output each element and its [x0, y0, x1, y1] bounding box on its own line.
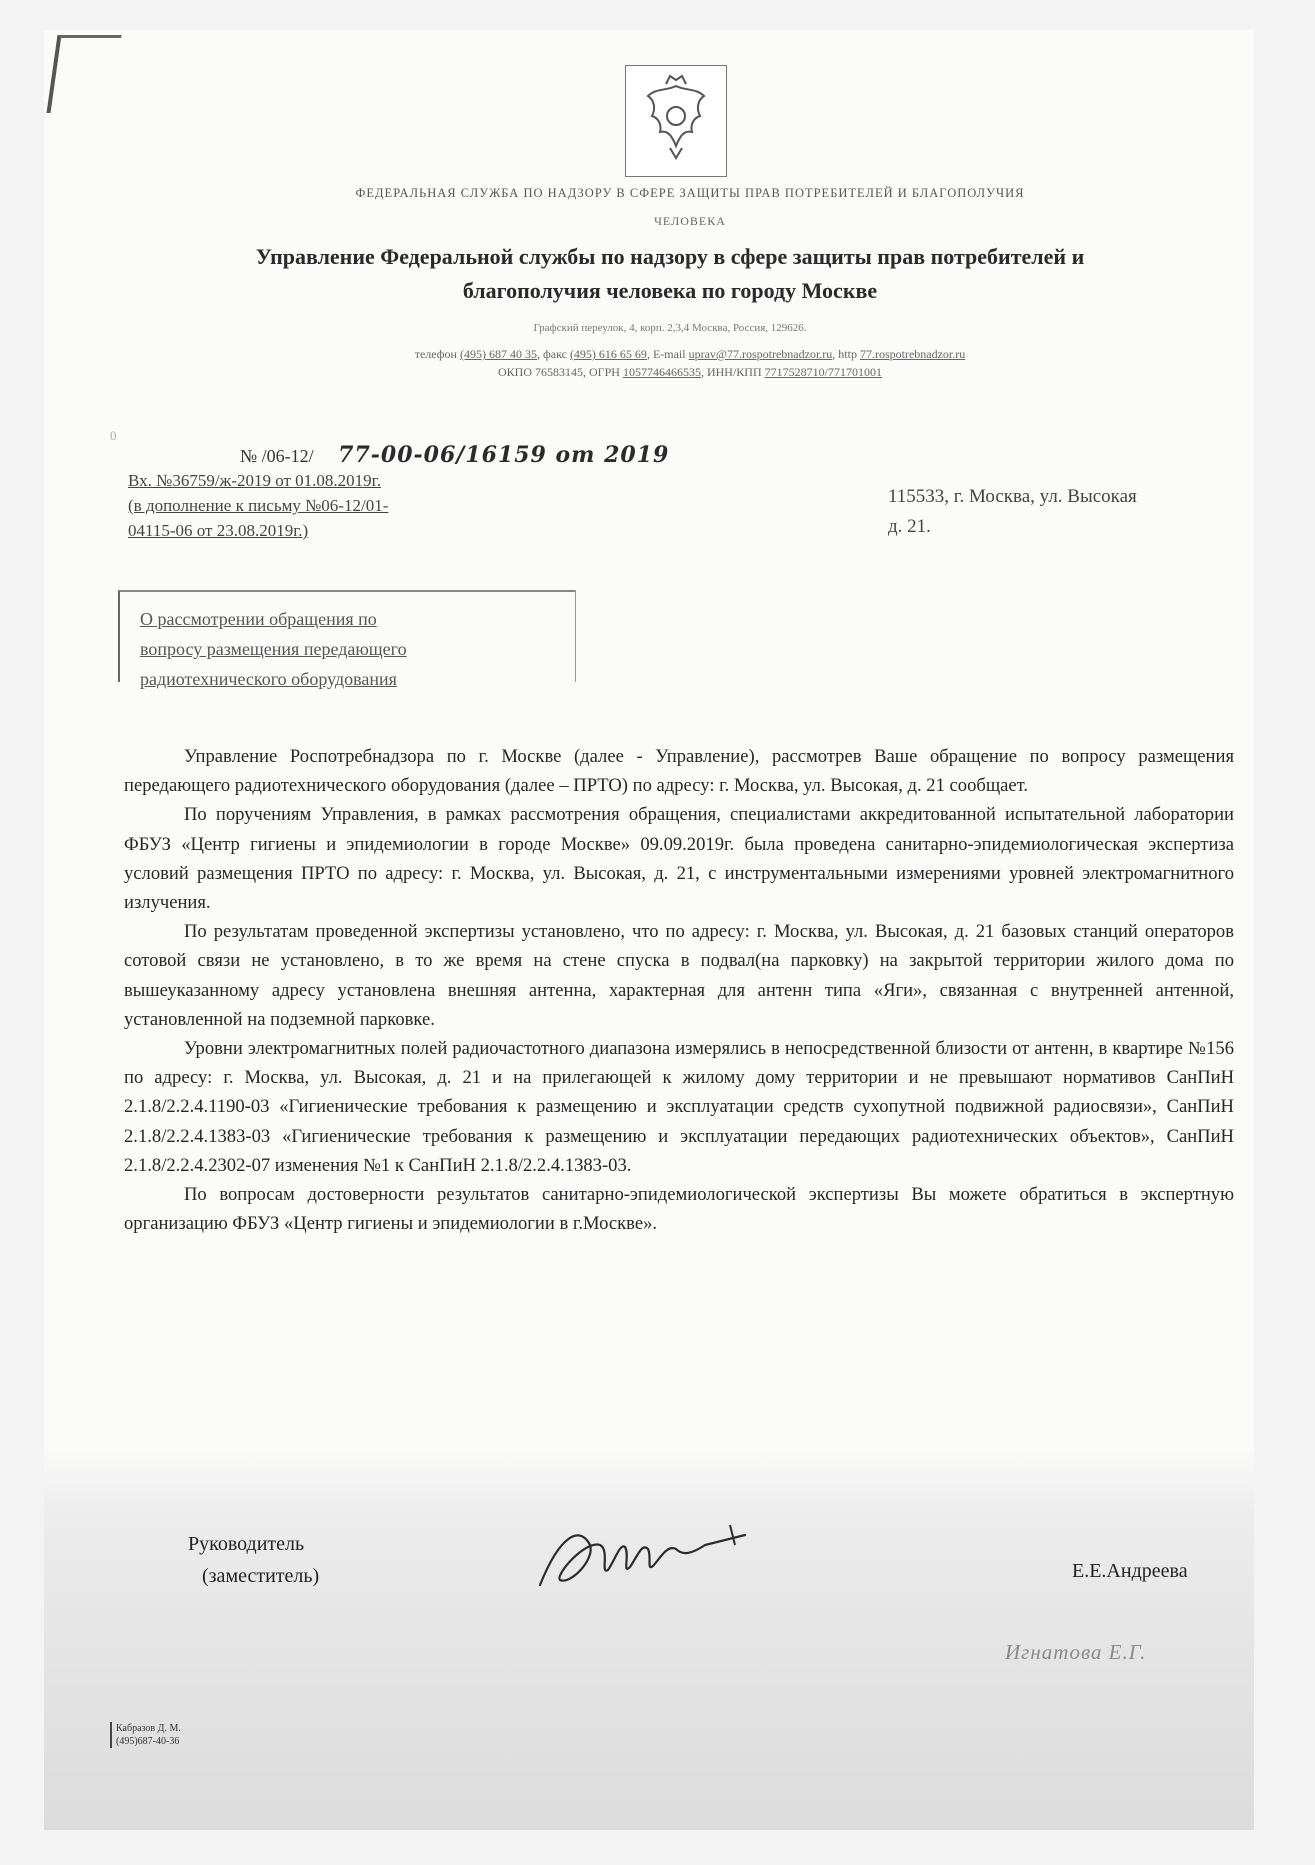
addition-reference-line2: 04115-06 от 23.08.2019г.) — [128, 521, 309, 540]
executor-info — [110, 1722, 181, 1748]
signer-position — [188, 1528, 319, 1592]
inn-value: 7717528710/771701001 — [764, 365, 882, 379]
agency-name: ФЕДЕРАЛЬНАЯ СЛУЖБА ПО НАДЗОРУ В СФЕРЕ ЗАЩИТЫ ПРАВ ПОТРЕБИТЕЛЕЙ И БЛАГОПОЛУЧИЯ — [355, 186, 1025, 200]
department-title-line2: благополучия человека по городу Москве — [462, 278, 878, 303]
body-paragraph-5: По вопросам достоверности результатов санитарно-эпидемиологической экспертизы Вы можете обратиться в экспертную организацию ФБУЗ «Центр гигиены и эпидемиологии в г.Москве». — [124, 1184, 1234, 1235]
fax-label: факс — [542, 347, 567, 361]
scan-shading — [44, 1445, 1254, 1830]
department-title — [140, 240, 1200, 308]
subject-line2: вопросу размещения передающего — [140, 639, 407, 659]
recipient-address-line1: 115533, г. Москва, ул. Высокая — [888, 486, 1137, 507]
outgoing-number — [240, 442, 669, 468]
inn-label: ИНН/КПП — [706, 365, 762, 379]
phone-label: телефон — [414, 347, 457, 361]
recipient-address-line2: д. 21. — [888, 516, 931, 537]
body-paragraph-3: По результатам проведенной экспертизы установлено, что по адресу: г. Москва, ул. Высокая, д. 21 базовых станций операторов сотовой связи не установлено, в то же время на стене спуска в подвал(на парковку) на закрытой территории жилого дома по вышеуказанному адресу установлена внешняя антенна, характерная для антенн типа «Яги», связанная с внутренней антенной, установленной на подземной парковке. — [124, 921, 1234, 1030]
okpo-label: ОКПО — [498, 365, 533, 379]
http-label: http — [838, 347, 857, 361]
website-link[interactable]: 77.rospotrebnadzor.ru — [859, 347, 966, 361]
okpo-value: 76583145 — [535, 365, 584, 379]
fax-number: (495) 616 65 69 — [569, 347, 647, 361]
signer-position-line1: Руководитель — [188, 1533, 305, 1555]
body-paragraph-2: По поручениям Управления, в рамках рассмотрения обращения, специалистами аккредитованной испытательной лаборатории ФБУЗ «Центр гигиены и эпидемиологии в городе Москве» 09.09.2019г. была проведена санитарно-эпидемиологическая экспертиза условий размещения ПРТО по адресу: г. Москва, ул. Высокая, д. 21, с инструментальными измерениями уровней электромагнитного излучения. — [124, 804, 1234, 914]
body-paragraph-1: Управление Роспотребнадзора по г. Москве (далее - Управление), рассмотрев Ваше обращение по вопросу размещения передающего радиотехнического оборудования (далее – ПРТО) по адресу: г. Москва, ул. Высокая, д. 21 сообщает. — [124, 746, 1234, 797]
department-title-line1: Управление Федеральной службы по надзору в сфере защиты прав потребителей и — [255, 244, 1085, 269]
reference-block — [128, 468, 588, 543]
incoming-reference: Вх. №36759/ж-2019 от 01.08.2019г. — [128, 471, 381, 490]
phone-number: (495) 687 40 35 — [459, 347, 537, 361]
scan-corner-mark — [47, 35, 122, 113]
name-stamp: Игнатова Е.Г. — [1005, 1640, 1147, 1664]
subject-line3: радиотехнического оборудования — [140, 669, 397, 689]
department-contacts: телефон (495) 687 40 35, факс (495) 616 65 69, E-mail uprav@77.rospotrebnadzor.ru, http 77.rospotrebnadzor.ru ОКПО 76583145, ОГРН 1057746466535, ИНН/КПП 7717528710/771701001 — [414, 347, 966, 379]
executor-name: Кабразов Д. М. — [116, 1723, 181, 1734]
letter-subject — [140, 604, 560, 694]
outgoing-number-handwritten: 77-00-06/16159 от 2019 — [338, 442, 670, 468]
handwritten-signature — [530, 1515, 760, 1605]
signer-position-line2: (заместитель) — [202, 1565, 320, 1587]
addition-reference-line1: (в дополнение к письму №06-12/01- — [128, 496, 389, 515]
email-label: E-mail — [652, 347, 686, 361]
coat-of-arms-icon — [625, 65, 727, 177]
ogrn-label: ОГРН — [589, 365, 620, 379]
recipient-address — [888, 482, 1258, 542]
agency-name-continued: ЧЕЛОВЕКА — [654, 214, 726, 228]
signer-name: Е.Е.Андреева — [1072, 1560, 1188, 1582]
email-link[interactable]: uprav@77.rospotrebnadzor.ru — [688, 347, 833, 361]
faded-date-stamp: 0 — [110, 428, 117, 443]
letter-body — [124, 742, 1234, 1238]
subject-line1: О рассмотрении обращения по — [140, 609, 377, 629]
executor-phone: (495)687-40-36 — [116, 1736, 180, 1747]
ogrn-value: 1057746466535 — [622, 365, 701, 379]
body-paragraph-4: Уровни электромагнитных полей радиочастотного диапазона измерялись в непосредственной близости от антенн, в квартире №156 по адресу: г. Москва, ул. Высокая, д. 21 и на прилегающей к жилому дому территории и не превышают нормативов СанПиН 2.1.8/2.2.4.1190-03 «Гигиенические требования к размещению и эксплуатации средств сухопутной подвижной радиосвязи», СанПиН 2.1.8/2.2.4.1383-03 «Гигиенические требования к размещению и эксплуатации передающих радиотехнических объектов», СанПиН 2.1.8/2.2.4.2302-07 изменения №1 к СанПиН 2.1.8/2.2.4.1383-03. — [124, 1038, 1234, 1176]
department-address: Графский переулок, 4, корп. 2,3,4 Москва, Россия, 129626. — [533, 322, 807, 334]
outgoing-number-prefix: № /06-12/ — [240, 446, 314, 466]
